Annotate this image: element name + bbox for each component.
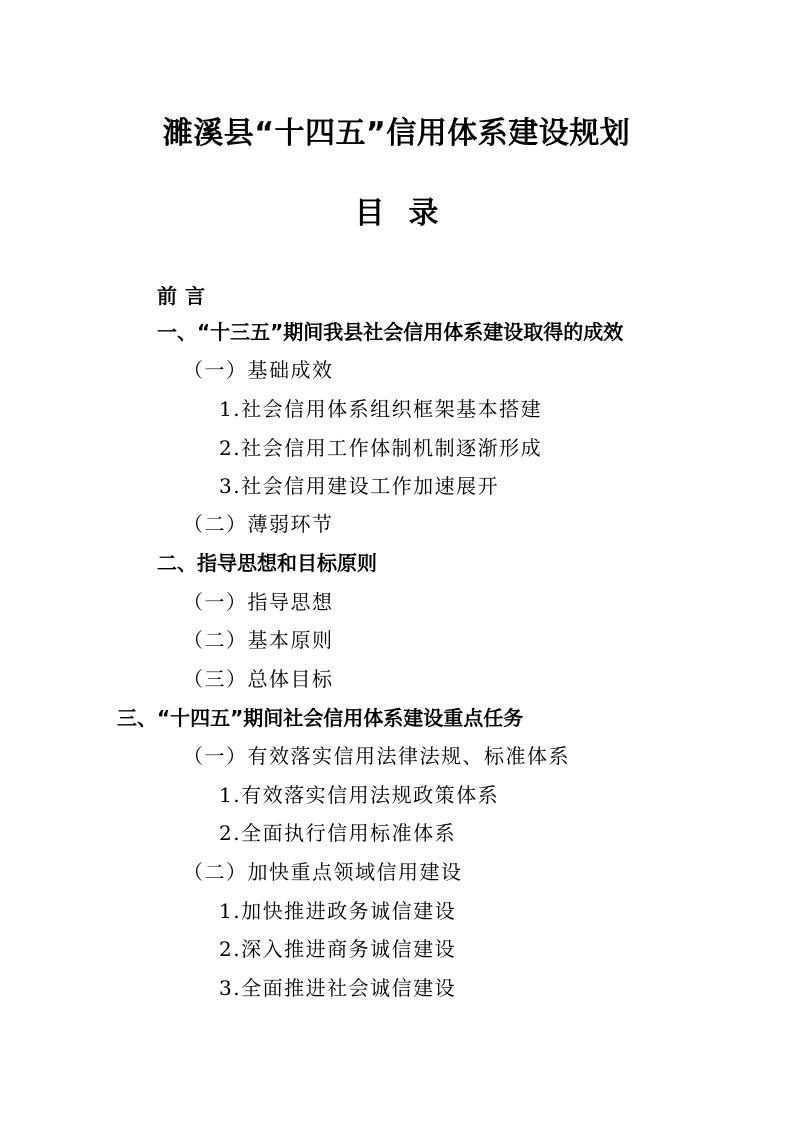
toc-part-1-section-1-item-2: 2.社会信用工作体制机制逐渐形成 bbox=[219, 436, 543, 460]
toc-part-3-section-1-item-2: 2.全面执行信用标准体系 bbox=[219, 821, 457, 845]
toc-part-3-section-2-item-3: 3.全面推进社会诚信建设 bbox=[219, 976, 457, 1000]
toc-part-3-section-2-item-2: 2.深入推进商务诚信建设 bbox=[219, 937, 457, 961]
toc-part-3-section-1: （一）有效落实信用法律法规、标准体系 bbox=[183, 744, 570, 768]
toc-part-2-section-3: （三）总体目标 bbox=[183, 667, 334, 691]
toc-part-1-section-1-item-3: 3.社会信用建设工作加速展开 bbox=[219, 474, 500, 498]
toc-part-1: 一、“十三五”期间我县社会信用体系建设取得的成效 bbox=[157, 320, 624, 344]
toc-preface: 前言 bbox=[157, 284, 213, 308]
toc-part-1-section-1-item-1: 1.社会信用体系组织框架基本搭建 bbox=[219, 397, 543, 421]
toc-part-3-section-2-item-1: 1.加快推进政务诚信建设 bbox=[219, 899, 457, 923]
toc-part-3-section-2: （二）加快重点领域信用建设 bbox=[183, 860, 463, 884]
toc-part-2-section-1: （一）指导思想 bbox=[183, 590, 334, 614]
toc-heading: 目录 bbox=[354, 196, 463, 231]
toc-part-1-section-2: （二）薄弱环节 bbox=[183, 512, 334, 536]
document-title: 濉溪县“十四五”信用体系建设规划 bbox=[162, 116, 631, 151]
toc-part-2: 二、指导思想和目标原则 bbox=[157, 551, 377, 575]
toc-part-1-section-1: （一）基础成效 bbox=[183, 358, 334, 382]
toc-part-3-section-1-item-1: 1.有效落实信用法规政策体系 bbox=[219, 783, 500, 807]
toc-part-2-section-2: （二）基本原则 bbox=[183, 628, 334, 652]
toc-part-3: 三、“十四五”期间社会信用体系建设重点任务 bbox=[117, 706, 524, 730]
